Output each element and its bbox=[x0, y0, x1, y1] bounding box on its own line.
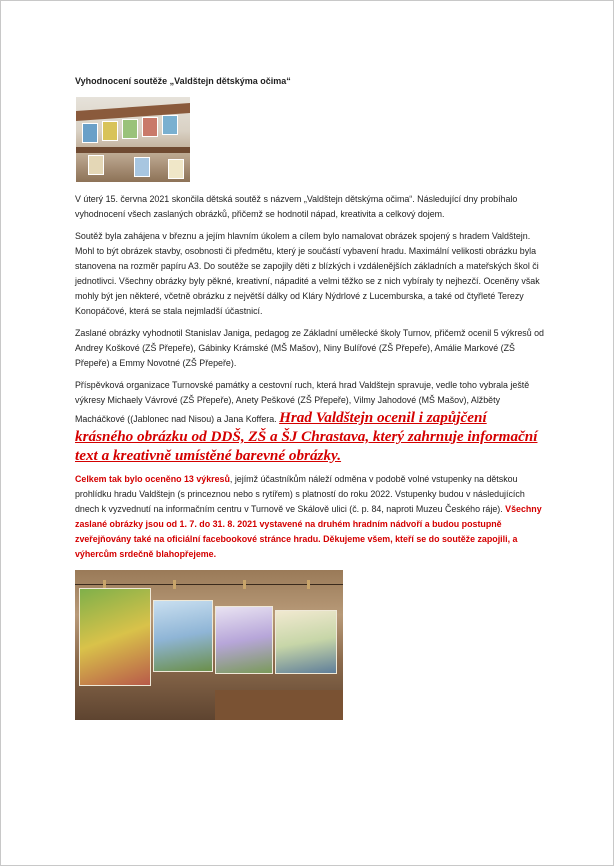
drawing-landscape bbox=[153, 600, 213, 672]
clothespin bbox=[243, 580, 246, 589]
paragraph-competition: Soutěž byla zahájena v březnu a jejím hlavním úkolem a cílem bylo namalovat obrázek spojený s hradem Valdštejn. Mohl to být obrázek stavby, osobnosti či předmětu, který je součástí vybavení hradu. Maximální velikosti obrázku byla stanovena na rozměr papíru A3. Do soutěže se zapojily děti z blízkých i vzdálenějších základních a mateřských škol či jednotlivci. Všechny obrázky byly pěkné, kreativní, nápadité a velmi těžko se z nich vybíraly ty nejhezčí. Oceněny však mohly být jen některé, včetně obrázku z největší dálky od Kláry Nýdrlové z Lucemburska, a také od čtyřleté Terezy Konopáčové, která se stala nejmladší účastnicí. bbox=[75, 231, 540, 316]
summary-text: , jejímž účastníkům náleží odměna v podobě volné vstupenky na dětskou prohlídku hradu Valdštejn (s princeznou nebo s rytířem) s platností do roku 2022. Vstupenky budou v následujících dnech k vyzvednutí na informačním centru v Turnově ve Skálově ulici (č. p. 84, naproti Muzeu Českého ráje). bbox=[75, 474, 525, 514]
exhibition-photo bbox=[76, 97, 190, 182]
drawing-thumb bbox=[122, 119, 138, 139]
drawing-thumb bbox=[82, 123, 98, 143]
drawing-thumb bbox=[162, 115, 178, 135]
drawing-tower bbox=[215, 606, 273, 674]
drawing-thumb bbox=[142, 117, 158, 137]
summary-highlight: Celkem tak bylo oceněno 13 výkresů bbox=[75, 474, 230, 484]
summary-closing: Všechny zaslané obrázky jsou od 1. 7. do 31. 8. 2021 vystavené na druhém hradním nádvoří a budou postupně zveřejňovány také na oficiální facebookové stránce hradu. Děkujeme všem, kteří se do soutěže zapojili, a výhercům srdečně blahopřejeme. bbox=[75, 504, 542, 559]
organization-text: Příspěvková organizace Turnovské památky a cestovní ruch, která hrad Valdštejn spravuje, vedle toho vybrala ještě výkresy Michaely Vávrové (ZŠ Přepeře), Anety Peškové (ZŠ Přepeře), Vilmy Jahodové (MŠ Mašov), Alžběty Macháčkové ((Jablonec nad Nisou) a Jana Koffera. bbox=[75, 380, 530, 424]
photo-beam-lower bbox=[76, 147, 190, 153]
handwritten-note: Hrad Valdštejn ocenil i zapůjčení krásného obrázku od DDŠ, ZŠ a ŠJ Chrastava, který zahrnuje informační text a kreativně umístěné barevné obrázky. bbox=[75, 409, 538, 464]
clothespin bbox=[173, 580, 176, 589]
clothespin bbox=[307, 580, 310, 589]
drawing-thumb bbox=[102, 121, 118, 141]
paragraph-summary bbox=[75, 472, 547, 562]
paragraph-organization bbox=[75, 378, 547, 465]
paragraph-evaluation: Zaslané obrázky vyhodnotil Stanislav Janiga, pedagog ze Základní umělecké školy Turnov, přičemž ocenil 5 výkresů od Andrey Koškové (ZŠ Přepeře), Gábinky Krámské (MŠ Mašov), Niny Bulířové (ZŠ Přepeře), Amálie Markové (ZŠ Přepeře) a Emmy Novotné (ZŠ Přepeře). bbox=[75, 328, 544, 368]
document-title: Vyhodnocení soutěže „Valdštejn dětskýma očima“ bbox=[75, 76, 291, 86]
drawing-hill bbox=[275, 610, 337, 674]
drawing-thumb bbox=[168, 159, 184, 179]
wooden-rail bbox=[215, 690, 343, 720]
paragraph-intro: V úterý 15. června 2021 skončila dětská soutěž s názvem „Valdštejn dětskýma očima“. Následující dny probíhalo vyhodnocení všech zaslaných obrázků, přičemž se hodnotil nápad, kreativita a celkový dojem. bbox=[75, 194, 518, 219]
document-body bbox=[75, 74, 547, 720]
drawing-castle bbox=[79, 588, 151, 686]
drawing-thumb bbox=[88, 155, 104, 175]
drawings-on-clothesline-photo bbox=[75, 570, 343, 720]
drawing-thumb bbox=[134, 157, 150, 177]
clothesline bbox=[75, 584, 343, 585]
